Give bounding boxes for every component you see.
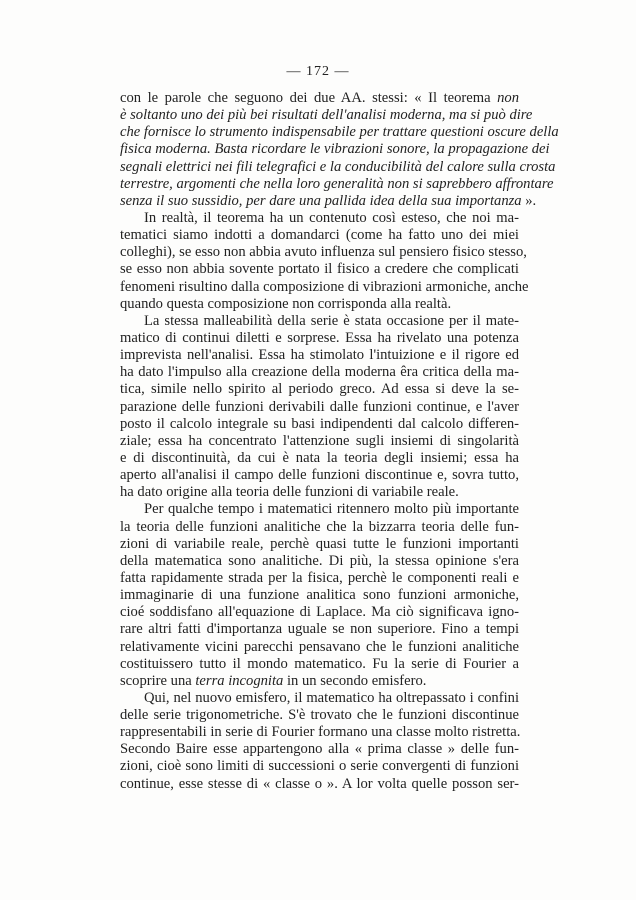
text-line <box>120 158 556 176</box>
text-line <box>120 278 529 296</box>
text-segment: Qui, nel nuovo emisfero, il matematico ha oltrepassato i confini <box>144 689 519 706</box>
text-line <box>120 175 554 193</box>
italic-text: che fornisce lo strumento indispensabile per trattare questioni oscure della <box>120 124 559 141</box>
italic-text: senza il suo sussidio, per dare una pallida idea della sua importanza <box>120 192 522 209</box>
text-segment: continue, esse stesse di « classe o ». A lor volta quelle posson ser- <box>120 775 519 792</box>
italic-text: fisica moderna. Basta ricordare le vibrazioni sonore, la propagazione dei <box>120 141 550 158</box>
text-line <box>120 313 519 330</box>
text-segment: se esso non abbia sovente portato il fisico a credere che complicati <box>120 261 519 278</box>
text-line <box>120 639 519 656</box>
text-line <box>120 192 537 210</box>
text-segment: la teoria delle funzioni analitiche che la bizzarra teoria delle fun- <box>120 518 519 535</box>
text-line <box>120 621 519 638</box>
text-segment: della matematica sono analitiche. Di più, la stessa opinione s'era <box>120 552 519 569</box>
text-segment: ha dato l'impulso alla creazione della moderna êra critica della ma- <box>120 364 519 381</box>
italic-text: segnali elettrici nei fili telegrafici e la conducibilità del calore sulla crosta <box>120 158 556 175</box>
text-segment: tica, simile nello spirito al periodo greco. Ad essa si deve la se- <box>120 381 519 398</box>
text-segment: zioni, cioè sono limiti di successioni o serie convergenti di funzioni <box>120 758 519 775</box>
text-segment: aperto all'analisi il campo delle funzioni discontinue e, sovra tutto, <box>120 467 519 484</box>
text-line <box>120 707 519 724</box>
text-line <box>120 690 519 707</box>
text-segment: ». <box>521 192 537 209</box>
text-line <box>120 244 527 261</box>
text-segment: parazione delle funzioni derivabili dalle funzioni continue, e l'aver <box>120 398 519 415</box>
text-segment: rare altri fatti d'importanza uguale se non superiore. Fino a tempi <box>120 621 519 638</box>
text-segment: ha dato origine alla teoria delle funzioni di variabile reale. <box>120 484 459 501</box>
text-segment: Per qualche tempo i matematici ritennero molto più importante <box>144 501 519 518</box>
text-line <box>120 587 519 604</box>
italic-text: terra incognita <box>195 672 284 689</box>
text-line <box>120 724 519 741</box>
text-segment: fenomeni risultino dalla composizione di vibrazioni armoniche, anche <box>120 278 529 295</box>
text-segment: zioni di variabile reale, perchè quasi tutte le funzioni importanti <box>120 535 519 552</box>
text-segment: scoprire una <box>120 672 196 689</box>
text-line <box>120 501 519 518</box>
text-line <box>120 673 519 690</box>
text-line <box>120 141 550 158</box>
italic-text: non <box>497 90 519 106</box>
text-line <box>120 450 519 467</box>
text-line <box>120 741 519 758</box>
body-text <box>120 90 559 793</box>
text-line <box>120 433 519 450</box>
text-segment: La stessa malleabilità della serie è stata occasione per il mate- <box>144 312 519 329</box>
text-line <box>120 90 519 107</box>
text-segment: relativamente vicini parecchi pensavano che le funzioni analitiche <box>120 638 519 655</box>
text-line <box>120 296 519 313</box>
text-line <box>120 107 533 124</box>
text-segment: costituissero tutto il mondo matematico. Fu la serie di Fourier a <box>120 655 519 672</box>
text-line <box>120 519 519 536</box>
text-segment: rappresentabili in serie di Fourier formano una classe molto ristretta. <box>120 724 521 741</box>
text-segment: In realtà, il teorema ha un contenuto così esteso, che noi ma- <box>144 209 519 226</box>
text-line <box>120 656 519 673</box>
text-line <box>120 261 519 278</box>
text-line <box>120 604 519 621</box>
text-segment: Secondo Baire esse appartengono alla « prima classe » delle fun- <box>120 741 519 758</box>
text-segment: tematici siamo indotti a domandarci (come ha fatto uno dei miei <box>120 227 519 244</box>
text-line <box>120 227 519 244</box>
text-line <box>120 124 559 141</box>
text-line <box>120 347 519 364</box>
text-segment: quando questa composizione non corrisponda alla realtà. <box>120 295 452 312</box>
italic-text: terrestre, argomenti che nella loro generalità non si saprebbero affrontare <box>120 175 554 192</box>
text-line <box>120 330 519 347</box>
text-line <box>120 364 519 381</box>
text-segment: ziale; essa ha concentrato l'attenzione sugli insiemi di singolarità <box>120 432 519 449</box>
text-segment: fatta rapidamente strada per la fisica, perchè le componenti reali e <box>120 569 519 586</box>
text-line <box>120 210 519 227</box>
text-line <box>120 467 519 484</box>
text-segment: immaginarie di una funzione analitica sono funzioni armoniche, <box>120 587 519 604</box>
text-segment: e di discontinuità, da cui è nata la teoria degli insiemi; essa ha <box>120 449 519 466</box>
text-line <box>120 758 519 775</box>
text-line <box>120 399 519 416</box>
text-segment: in un secondo emisfero. <box>283 672 427 689</box>
text-segment: colleghi), se esso non abbia avuto influenza sul pensiero fisico stesso, <box>120 244 527 261</box>
text-segment: imprevista nell'analisi. Essa ha stimolato l'intuizione e il rigore ed <box>120 347 519 364</box>
text-line <box>120 570 519 587</box>
italic-text: è soltanto uno dei più bei risultati dell'analisi moderna, ma si può dire <box>120 107 533 124</box>
text-line <box>120 381 519 398</box>
text-line <box>120 484 519 501</box>
text-line <box>120 416 519 433</box>
text-line <box>120 776 519 793</box>
page-number: — 172 — <box>286 64 350 79</box>
text-segment: delle serie trigonometriche. S'è trovato che le funzioni discontinue <box>120 707 519 724</box>
text-segment: con le parole che seguono dei due AA. stessi: « Il teorema <box>120 90 498 106</box>
text-segment: cioé soddisfano all'equazione di Laplace. Ma ciò significava igno- <box>120 604 519 621</box>
text-segment: matico di continui diletti e sorprese. Essa ha rivelato una potenza <box>120 329 519 346</box>
text-line <box>120 536 519 553</box>
text-segment: posto il calcolo integrale su basi indipendenti dal calcolo differen- <box>120 415 519 432</box>
text-line <box>120 553 519 570</box>
